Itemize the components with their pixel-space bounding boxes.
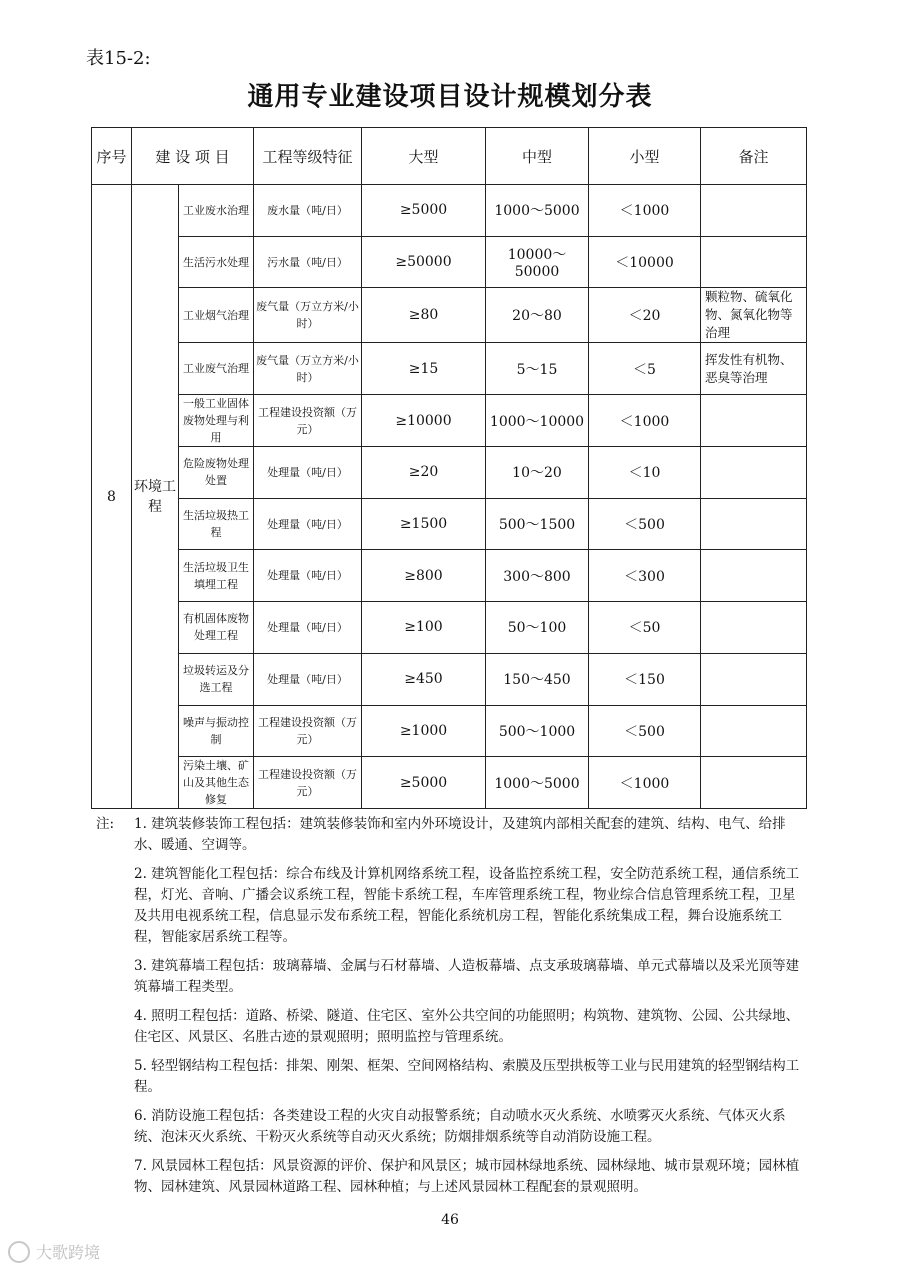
small-cell: ＜300	[589, 550, 701, 602]
small-cell: ＜5	[589, 343, 701, 395]
seq-cell: 8	[92, 185, 132, 809]
remark-cell	[701, 550, 807, 602]
remark-cell	[701, 653, 807, 705]
medium-cell: 5～15	[486, 343, 589, 395]
note-item: 5. 轻型钢结构工程包括：排架、刚架、框架、空间网格结构、索膜及压型拱板等工业与民用建筑的轻型钢结构工程。	[134, 1058, 800, 1095]
feature-cell: 处理量（吨/日）	[254, 653, 362, 705]
watermark	[8, 1240, 100, 1263]
item-cell: 危险废物处理处置	[179, 447, 254, 499]
table-row	[92, 288, 807, 343]
header-row	[92, 128, 807, 185]
page-number: 46	[441, 1212, 459, 1228]
header-item: 建 设 项 目	[132, 128, 254, 185]
header-seq: 序号	[92, 128, 132, 185]
small-cell: ＜500	[589, 705, 701, 757]
small-cell: ＜500	[589, 498, 701, 550]
note-item: 3. 建筑幕墙工程包括：玻璃幕墙、金属与石材幕墙、人造板幕墙、点支承玻璃幕墙、单元式幕墙以及采光顶等建筑幕墙工程类型。	[134, 958, 800, 995]
item-cell: 工业废气治理	[179, 343, 254, 395]
small-cell: ＜1000	[589, 185, 701, 237]
table-row	[92, 395, 807, 447]
table-label: 表15-2:	[86, 48, 151, 69]
remark-cell	[701, 705, 807, 757]
item-cell: 噪声与振动控制	[179, 705, 254, 757]
notes-label: 注:	[96, 816, 115, 832]
medium-cell: 1000～5000	[486, 757, 589, 809]
large-cell: ≥450	[362, 653, 486, 705]
remark-cell	[701, 498, 807, 550]
remark-cell: 挥发性有机物、恶臭等治理	[701, 343, 807, 395]
small-cell: ＜150	[589, 653, 701, 705]
table-row	[92, 498, 807, 550]
note-item: 2. 建筑智能化工程包括：综合布线及计算机网络系统工程，设备监控系统工程，安全防范系统工程，通信系统工程，灯光、音响、广播会议系统工程，智能卡系统工程，车库管理系统工程，物业综合信息管理系统工程，卫星及共用电视系统工程，信息显示发布系统工程，智能化系统机房工程，智能化系统集成工程，舞台设施系统工程，智能家居系统工程等。	[134, 866, 800, 945]
small-cell: ＜10	[589, 447, 701, 499]
medium-cell: 300～800	[486, 550, 589, 602]
item-cell: 污染土壤、矿山及其他生态修复	[179, 757, 254, 809]
table-row	[92, 236, 807, 288]
note-item: 6. 消防设施工程包括：各类建设工程的火灾自动报警系统；自动喷水灭火系统、水喷雾灭火系统、气体灭火系统、泡沫灭火系统、干粉灭火系统等自动灭火系统；防烟排烟系统等自动消防设施工程。	[134, 1108, 786, 1145]
item-cell: 一般工业固体废物处理与利用	[179, 395, 254, 447]
feature-cell: 工程建设投资额（万元）	[254, 395, 362, 447]
large-cell: ≥800	[362, 550, 486, 602]
feature-cell: 处理量（吨/日）	[254, 602, 362, 654]
large-cell: ≥80	[362, 288, 486, 343]
remark-cell	[701, 757, 807, 809]
table-row	[92, 653, 807, 705]
table-row	[92, 550, 807, 602]
remark-cell	[701, 602, 807, 654]
feature-cell: 废气量（万立方米/小时）	[254, 288, 362, 343]
medium-cell: 1000～10000	[486, 395, 589, 447]
medium-cell: 10～20	[486, 447, 589, 499]
medium-cell: 500～1500	[486, 498, 589, 550]
table-row	[92, 447, 807, 499]
remark-cell: 颗粒物、硫氧化物、氮氧化物等治理	[701, 288, 807, 343]
item-cell: 生活垃圾卫生填埋工程	[179, 550, 254, 602]
feature-cell: 废气量（万立方米/小时）	[254, 343, 362, 395]
note-item: 4. 照明工程包括：道路、桥梁、隧道、住宅区、室外公共空间的功能照明；构筑物、建筑物、公园、公共绿地、住宅区、风景区、名胜古迹的景观照明；照明监控与管理系统。	[134, 1008, 800, 1045]
category-cell: 环境工程	[132, 185, 179, 809]
table-row	[92, 602, 807, 654]
medium-cell: 10000～50000	[486, 236, 589, 288]
large-cell: ≥100	[362, 602, 486, 654]
remark-cell	[701, 236, 807, 288]
medium-cell: 20～80	[486, 288, 589, 343]
header-medium: 中型	[486, 128, 589, 185]
feature-cell: 处理量（吨/日）	[254, 447, 362, 499]
small-cell: ＜20	[589, 288, 701, 343]
feature-cell: 污水量（吨/日）	[254, 236, 362, 288]
scale-table	[91, 127, 807, 809]
large-cell: ≥50000	[362, 236, 486, 288]
header-remark: 备注	[701, 128, 807, 185]
item-cell: 生活垃圾热工程	[179, 498, 254, 550]
feature-cell: 工程建设投资额（万元）	[254, 705, 362, 757]
feature-cell: 处理量（吨/日）	[254, 498, 362, 550]
table-row	[92, 343, 807, 395]
watermark-logo-icon	[8, 1241, 30, 1263]
remark-cell	[701, 447, 807, 499]
item-cell: 有机固体废物处理工程	[179, 602, 254, 654]
small-cell: ＜1000	[589, 395, 701, 447]
medium-cell: 50～100	[486, 602, 589, 654]
watermark-text: 大歌跨境	[36, 1243, 101, 1262]
item-cell: 垃圾转运及分选工程	[179, 653, 254, 705]
notes-list	[134, 814, 806, 1198]
large-cell: ≥5000	[362, 185, 486, 237]
feature-cell: 处理量（吨/日）	[254, 550, 362, 602]
header-feature: 工程等级特征	[254, 128, 362, 185]
note-item: 1. 建筑装修装饰工程包括：建筑装修装饰和室内外环境设计，及建筑内部相关配套的建筑、结构、电气、给排水、暖通、空调等。	[134, 816, 786, 853]
note-item: 7. 风景园林工程包括：风景资源的评价、保护和风景区；城市园林绿地系统、园林绿地、城市景观环境；园林植物、园林建筑、风景园林道路工程、园林种植；与上述风景园林工程配套的景观照明。	[134, 1158, 800, 1195]
large-cell: ≥5000	[362, 757, 486, 809]
medium-cell: 150～450	[486, 653, 589, 705]
table-row	[92, 705, 807, 757]
medium-cell: 500～1000	[486, 705, 589, 757]
large-cell: ≥15	[362, 343, 486, 395]
table-row	[92, 757, 807, 809]
small-cell: ＜50	[589, 602, 701, 654]
medium-cell: 1000～5000	[486, 185, 589, 237]
small-cell: ＜1000	[589, 757, 701, 809]
header-large: 大型	[362, 128, 486, 185]
large-cell: ≥1000	[362, 705, 486, 757]
item-cell: 工业烟气治理	[179, 288, 254, 343]
feature-cell: 废水量（吨/日）	[254, 185, 362, 237]
header-small: 小型	[589, 128, 701, 185]
large-cell: ≥10000	[362, 395, 486, 447]
large-cell: ≥20	[362, 447, 486, 499]
table-row	[92, 185, 807, 237]
large-cell: ≥1500	[362, 498, 486, 550]
remark-cell	[701, 395, 807, 447]
remark-cell	[701, 185, 807, 237]
item-cell: 工业废水治理	[179, 185, 254, 237]
page-title: 通用专业建设项目设计规模划分表	[247, 82, 653, 112]
item-cell: 生活污水处理	[179, 236, 254, 288]
notes-section	[96, 814, 806, 1206]
feature-cell: 工程建设投资额（万元）	[254, 757, 362, 809]
small-cell: ＜10000	[589, 236, 701, 288]
